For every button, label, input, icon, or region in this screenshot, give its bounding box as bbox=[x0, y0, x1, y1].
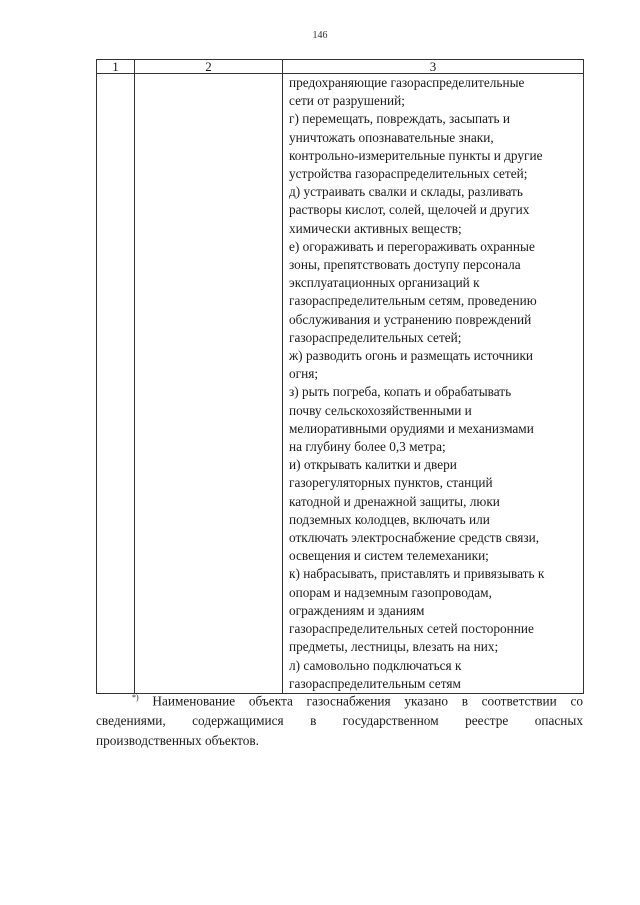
text-line: уничтожать опознавательные знаки, bbox=[289, 129, 494, 145]
cell-column-1 bbox=[97, 74, 135, 694]
text-line: газорегуляторных пунктов, станций bbox=[289, 475, 493, 491]
footnote bbox=[96, 688, 583, 751]
text-line: мелиоративными орудиями и механизмами bbox=[289, 420, 534, 436]
cell-column-2 bbox=[135, 74, 283, 694]
text-line: растворы кислот, солей, щелочей и других bbox=[289, 202, 530, 218]
text-line: л) самовольно подключаться к bbox=[289, 657, 462, 673]
footnote-line-1: Наименование объекта газоснабжения указано в соответствии со bbox=[152, 693, 583, 709]
text-line: к) набрасывать, приставлять и привязывать к bbox=[289, 566, 545, 582]
column-header-2: 2 bbox=[135, 60, 283, 74]
text-line: газораспределительных сетей посторонние bbox=[289, 621, 534, 637]
regulation-table bbox=[96, 59, 584, 694]
text-line: д) устраивать свалки и склады, разливать bbox=[289, 184, 523, 200]
footnote-line-2: сведениями, содержащимися в государственном реестре опасных bbox=[96, 713, 583, 729]
text-line: г) перемещать, повреждать, засыпать и bbox=[289, 111, 511, 127]
text-line: предметы, лестницы, влезать на них; bbox=[289, 639, 499, 655]
text-line: обслуживания и устранению повреждений bbox=[289, 311, 532, 327]
text-line: контрольно-измерительные пункты и другие bbox=[289, 147, 543, 163]
text-line: е) огораживать и перегораживать охранные bbox=[289, 238, 535, 254]
text-line: химически активных веществ; bbox=[289, 220, 462, 236]
text-line: эксплуатационных организаций к bbox=[289, 275, 480, 291]
text-line: газораспределительным сетям, проведению bbox=[289, 293, 537, 309]
text-line: газораспределительных сетей; bbox=[289, 329, 462, 345]
text-line: зоны, препятствовать доступу персонала bbox=[289, 257, 521, 273]
text-line: ж) разводить огонь и размещать источники bbox=[289, 348, 534, 364]
column-header-1: 1 bbox=[97, 60, 135, 74]
restrictions-text bbox=[283, 74, 583, 693]
text-line: освещения и систем телемеханики; bbox=[289, 548, 489, 564]
column-header-3: 3 bbox=[283, 60, 584, 74]
text-line: предохраняющие газораспределительные bbox=[289, 75, 525, 90]
footnote-marker: *) bbox=[132, 693, 139, 702]
cell-column-3 bbox=[283, 74, 584, 694]
text-line: на глубину более 0,3 метра; bbox=[289, 439, 446, 455]
text-line: сети от разрушений; bbox=[289, 93, 405, 109]
text-line: подземных колодцев, включать или bbox=[289, 511, 490, 527]
footnote-line-3: производственных объектов. bbox=[96, 733, 259, 749]
text-line: огня; bbox=[289, 366, 319, 382]
page-number: 146 bbox=[312, 30, 328, 41]
text-line: катодной и дренажной защиты, люки bbox=[289, 493, 500, 509]
text-line: устройства газораспределительных сетей; bbox=[289, 166, 528, 182]
text-line: почву сельскохозяйственными и bbox=[289, 402, 472, 418]
text-line: опорам и надземным газопроводам, bbox=[289, 584, 492, 600]
text-line: отключать электроснабжение средств связи, bbox=[289, 530, 540, 546]
table-header-row bbox=[97, 60, 584, 74]
text-line: з) рыть погреба, копать и обрабатывать bbox=[289, 384, 512, 400]
table-row bbox=[97, 74, 584, 694]
text-line: газораспределительным сетям bbox=[289, 675, 461, 691]
text-line: ограждениям и зданиям bbox=[289, 602, 425, 618]
text-line: и) открывать калитки и двери bbox=[289, 457, 457, 473]
